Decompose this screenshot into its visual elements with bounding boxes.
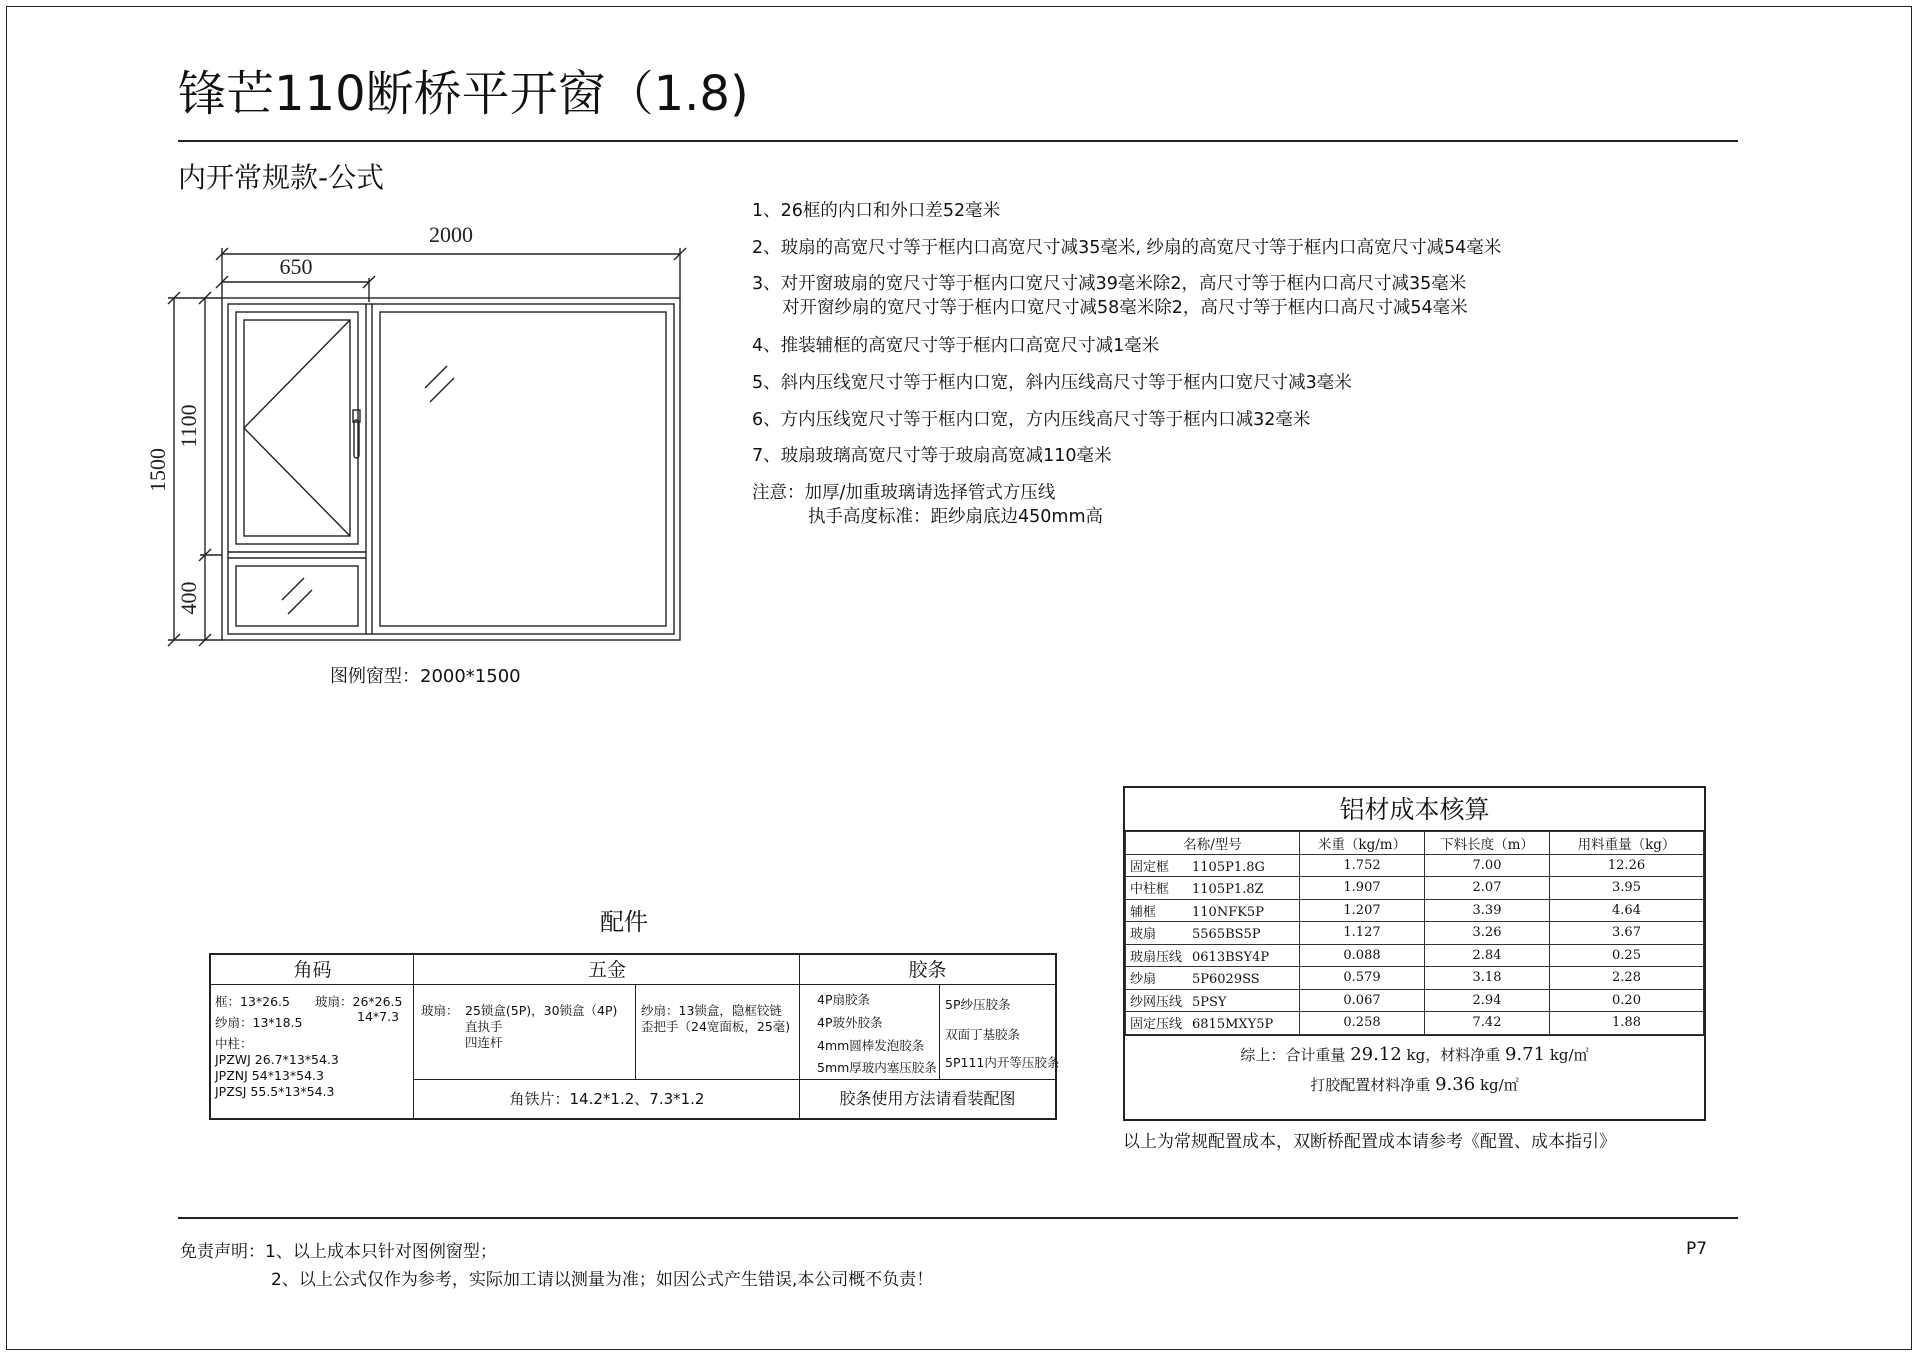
cost-cell-total: 0.20 <box>1550 989 1704 1012</box>
dim-label-sash-width: 650 <box>279 254 313 279</box>
corner-code: JPZWJ 26.7*13*54.3 <box>215 1052 339 1067</box>
cost-cell-weight: 0.067 <box>1300 989 1425 1012</box>
summary-line-1 <box>1125 1040 1704 1070</box>
cost-row <box>1126 899 1704 922</box>
aluminum-cost-table <box>1123 786 1706 1121</box>
cost-cell-total: 1.88 <box>1550 1012 1704 1035</box>
hardware-screen-item: 歪把手（24宽面板，25毫) <box>641 1019 791 1034</box>
cost-header-row <box>1126 832 1704 855</box>
cost-cell-weight: 0.579 <box>1300 967 1425 990</box>
profile-model: 1105P1.8G <box>1192 859 1265 875</box>
note-item: 1、26框的内口和外口差52毫米 <box>752 201 1001 221</box>
profile-name: 玻扇 <box>1130 927 1157 943</box>
profile-model: 5P6029SS <box>1192 972 1260 988</box>
cost-row <box>1126 989 1704 1012</box>
note-item: 对开窗纱扇的宽尺寸等于框内口宽尺寸减58毫米除2，高尺寸等于框内口高尺寸减54毫米 <box>782 298 1468 318</box>
net-weight-value: 9.71 <box>1504 1044 1546 1065</box>
profile-name: 玻扇压线 <box>1130 949 1183 965</box>
accessories-title: 配件 <box>600 908 648 936</box>
cost-cell-length: 3.26 <box>1425 922 1550 945</box>
profile-name: 固定压线 <box>1130 1017 1183 1033</box>
cost-cell-total: 3.67 <box>1550 922 1704 945</box>
hardware-glass-item: 直执手 <box>465 1019 503 1034</box>
accessories-table <box>209 953 1060 1120</box>
profile-model: 1105P1.8Z <box>1192 882 1264 898</box>
corner-mullion: 中柱： <box>215 1036 253 1051</box>
cost-cell-length: 7.42 <box>1425 1012 1550 1035</box>
profile-model: 5565BS5P <box>1192 927 1261 943</box>
seal-item: 5P纱压胶条 <box>945 997 1011 1012</box>
section-subtitle: 内开常规款-公式 <box>178 161 385 194</box>
column-header: 名称/型号 <box>1126 832 1300 855</box>
row-divider <box>413 1079 1055 1080</box>
cost-cell-length: 2.07 <box>1425 877 1550 900</box>
summary-unit: kg/㎡ <box>1479 1076 1519 1094</box>
seal-usage-note: 胶条使用方法请看装配图 <box>839 1089 1016 1108</box>
column-header: 米重（kg/m） <box>1300 832 1425 855</box>
note-item: 7、玻扇玻璃高宽尺寸等于玻扇高宽减110毫米 <box>752 446 1112 466</box>
corner-glass-sash: 玻扇：26*26.5 <box>315 994 403 1009</box>
hardware-glass-item: 四连杆 <box>465 1035 503 1050</box>
footer-divider <box>178 1217 1738 1219</box>
profile-model: 110NFK5P <box>1192 904 1264 920</box>
summary-label: 综上：合计重量 <box>1240 1046 1346 1064</box>
note-item: 3、对开窗玻扇的宽尺寸等于框内口宽尺寸减39毫米除2，高尺寸等于框内口高尺寸减35毫米 <box>752 274 1467 294</box>
cost-cell-weight: 1.907 <box>1300 877 1425 900</box>
note-item: 2、玻扇的高宽尺寸等于框内口高宽尺寸减35毫米, 纱扇的高宽尺寸等于框内口高宽尺寸减54毫米 <box>752 238 1502 258</box>
summary-divider <box>1125 1035 1704 1036</box>
summary-unit: kg/㎡ <box>1549 1046 1589 1064</box>
opening-direction-mark <box>244 320 350 536</box>
corner-frame: 框：13*26.5 <box>215 994 290 1009</box>
note-warning: 执手高度标准：距纱扇底边450mm高 <box>808 507 1103 527</box>
title-divider <box>178 140 1738 142</box>
col-divider <box>939 985 940 1079</box>
cost-cell-total: 3.95 <box>1550 877 1704 900</box>
profile-name: 固定框 <box>1130 859 1170 875</box>
profile-model: 5PSY <box>1192 994 1227 1010</box>
cost-cell-name <box>1126 967 1300 990</box>
cost-cell-name <box>1126 877 1300 900</box>
column-header: 用料重量（kg） <box>1550 832 1704 855</box>
cost-reference-note: 以上为常规配置成本，双断桥配置成本请参考《配置、成本指引》 <box>1123 1132 1616 1152</box>
glass-mark <box>430 378 454 402</box>
cost-cell-name <box>1126 922 1300 945</box>
note-item: 6、方内压线宽尺寸等于框内口宽，方内压线高尺寸等于框内口减32毫米 <box>752 410 1311 430</box>
dim-label-overall-height: 1500 <box>145 448 170 492</box>
glass-mark <box>288 590 312 614</box>
total-weight-value: 29.12 <box>1350 1044 1402 1065</box>
seal-item: 4P玻外胶条 <box>817 1015 883 1030</box>
page-title: 锋芒110断桥平开窗（1.8) <box>178 66 749 122</box>
glass-mark <box>425 366 447 388</box>
cost-row <box>1126 877 1704 900</box>
window-drawing <box>140 220 700 660</box>
glass-mark <box>282 578 304 600</box>
cost-cell-name <box>1126 944 1300 967</box>
note-item: 5、斜内压线宽尺寸等于框内口宽，斜内压线高尺寸等于框内口宽尺寸减3毫米 <box>752 373 1352 393</box>
sash-glass <box>244 320 350 536</box>
profile-name: 纱网压线 <box>1130 994 1183 1010</box>
summary-unit: kg，材料净重 <box>1406 1046 1501 1064</box>
dim-label-bottom-height: 400 <box>176 581 201 615</box>
corner-code: JPZSJ 55.5*13*54.3 <box>215 1084 335 1099</box>
cost-cell-length: 3.39 <box>1425 899 1550 922</box>
cost-cell-total: 4.64 <box>1550 899 1704 922</box>
cost-cell-name <box>1126 1012 1300 1035</box>
dim-label-overall-width: 2000 <box>429 222 473 247</box>
cost-cell-weight: 1.207 <box>1300 899 1425 922</box>
cost-cell-total: 0.25 <box>1550 944 1704 967</box>
seal-item: 5P111内开等压胶条 <box>945 1055 1060 1070</box>
corner-glass-sash-2: 14*7.3 <box>357 1009 400 1024</box>
cost-row <box>1126 967 1704 990</box>
note-warning: 注意：加厚/加重玻璃请选择管式方压线 <box>752 483 1056 503</box>
hardware-glass-label: 玻扇： <box>421 1003 459 1018</box>
cost-cell-length: 7.00 <box>1425 854 1550 877</box>
cost-cell-total: 2.28 <box>1550 967 1704 990</box>
seal-item: 双面丁基胶条 <box>945 1027 1021 1042</box>
column-header: 下料长度（m） <box>1425 832 1550 855</box>
corner-plate-note: 角铁片：14.2*1.2、7.3*1.2 <box>509 1090 705 1108</box>
cost-cell-weight: 1.127 <box>1300 922 1425 945</box>
col-divider <box>635 985 636 1079</box>
seal-item: 4mm圆棒发泡胶条 <box>817 1038 925 1053</box>
cost-summary <box>1125 1040 1704 1100</box>
corner-screen-sash: 纱扇：13*18.5 <box>215 1015 303 1030</box>
cost-table-title: 铝材成本核算 <box>1125 788 1704 831</box>
cost-cell-length: 2.84 <box>1425 944 1550 967</box>
accessories-header-hardware: 五金 <box>414 955 800 985</box>
dim-label-sash-height: 1100 <box>176 404 201 448</box>
cost-cell-weight: 0.088 <box>1300 944 1425 967</box>
opening-sash <box>236 312 358 544</box>
glue-weight-value: 9.36 <box>1435 1074 1476 1095</box>
cost-row <box>1126 854 1704 877</box>
hardware-screen-item: 纱扇：13锁盒，隐框铰链 <box>641 1003 782 1018</box>
drawing-caption: 图例窗型：2000*1500 <box>330 666 521 687</box>
disclaimer-line: 免责声明：1、以上成本只针对图例窗型； <box>180 1242 497 1262</box>
seal-item: 4P扇胶条 <box>817 992 870 1007</box>
window-inner-frame-line <box>228 304 674 634</box>
cost-row <box>1126 922 1704 945</box>
accessories-header-seals: 胶条 <box>800 955 1055 985</box>
cost-cell-weight: 1.752 <box>1300 854 1425 877</box>
profile-model: 6815MXY5P <box>1192 1017 1274 1033</box>
window-outer-frame <box>222 298 680 640</box>
page-number: P7 <box>1686 1239 1708 1259</box>
profile-name: 辅框 <box>1130 904 1157 920</box>
summary-label: 打胶配置材料净重 <box>1310 1076 1431 1094</box>
cost-cell-total: 12.26 <box>1550 854 1704 877</box>
profile-name: 纱扇 <box>1130 972 1157 988</box>
cost-cell-length: 3.18 <box>1425 967 1550 990</box>
cost-cell-weight: 0.258 <box>1300 1012 1425 1035</box>
bottom-fixed-pane <box>236 566 358 626</box>
summary-line-2 <box>1125 1070 1704 1100</box>
corner-code: JPZNJ 54*13*54.3 <box>215 1068 324 1083</box>
cost-row <box>1126 1012 1704 1035</box>
cost-cell-name <box>1126 899 1300 922</box>
note-item: 4、推装辅框的高宽尺寸等于框内口高宽尺寸减1毫米 <box>752 336 1160 356</box>
profile-name: 中柱框 <box>1130 882 1170 898</box>
fixed-pane <box>380 312 666 626</box>
profile-model: 0613BSY4P <box>1192 949 1270 965</box>
cost-row <box>1126 944 1704 967</box>
cost-cell-name <box>1126 989 1300 1012</box>
cost-cell-length: 2.94 <box>1425 989 1550 1012</box>
cost-cell-name <box>1126 854 1300 877</box>
accessories-header-corner: 角码 <box>211 955 414 985</box>
hardware-glass-item: 25锁盒(5P)，30锁盒（4P) <box>465 1003 618 1018</box>
cost-grid <box>1125 831 1704 1035</box>
disclaimer-line: 2、以上公式仅作为参考，实际加工请以测量为准；如因公式产生错误,本公司概不负责！ <box>271 1270 934 1290</box>
seal-item: 5mm厚玻内塞压胶条 <box>817 1060 937 1075</box>
